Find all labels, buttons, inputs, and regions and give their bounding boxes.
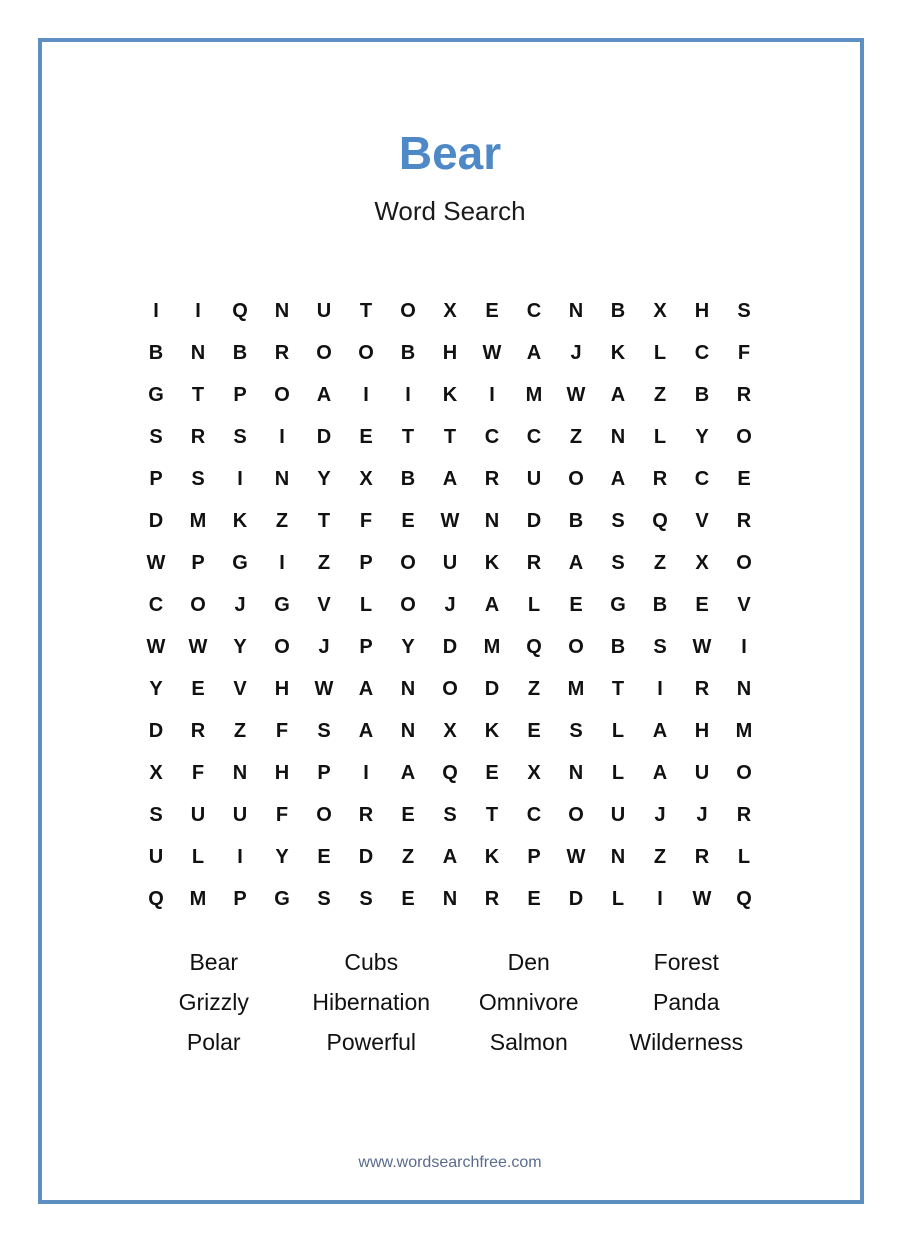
grid-letter[interactable]: O: [190, 593, 206, 616]
grid-letter[interactable]: C: [694, 467, 710, 490]
grid-letter[interactable]: D: [568, 887, 584, 910]
grid-letter[interactable]: L: [611, 761, 625, 784]
grid-letter[interactable]: W: [692, 887, 712, 910]
grid-letter[interactable]: G: [274, 593, 290, 616]
grid-letter[interactable]: B: [148, 341, 164, 364]
grid-letter[interactable]: P: [359, 551, 373, 574]
grid-letter[interactable]: K: [610, 341, 626, 364]
grid-letter[interactable]: Q: [232, 299, 248, 322]
grid-letter[interactable]: I: [657, 887, 663, 910]
grid-letter[interactable]: D: [358, 845, 374, 868]
grid-letter[interactable]: I: [363, 383, 369, 406]
grid-letter[interactable]: I: [279, 425, 285, 448]
word-list-item: Forest: [653, 948, 719, 975]
grid-letter[interactable]: L: [191, 845, 205, 868]
grid-letter[interactable]: S: [611, 509, 625, 532]
grid-letter[interactable]: D: [148, 719, 164, 742]
grid-letter[interactable]: D: [148, 509, 164, 532]
grid-letter[interactable]: Q: [736, 887, 752, 910]
grid-letter[interactable]: J: [570, 341, 582, 364]
word-list-item: Salmon: [489, 1028, 568, 1055]
grid-letter[interactable]: K: [484, 845, 500, 868]
grid-letter[interactable]: Y: [401, 635, 415, 658]
grid-letter[interactable]: E: [569, 593, 583, 616]
grid-letter[interactable]: S: [569, 719, 583, 742]
grid-letter[interactable]: R: [694, 677, 710, 700]
grid-letter[interactable]: R: [190, 719, 206, 742]
grid-letter[interactable]: R: [736, 383, 752, 406]
grid-letter[interactable]: T: [485, 803, 499, 826]
grid-letter[interactable]: P: [527, 845, 541, 868]
word-list-item: Hibernation: [312, 988, 431, 1015]
grid-letter[interactable]: Z: [569, 425, 583, 448]
grid-letter[interactable]: V: [737, 593, 751, 616]
grid-letter[interactable]: Y: [317, 467, 331, 490]
grid-letter[interactable]: U: [316, 299, 332, 322]
grid-letter[interactable]: B: [400, 341, 416, 364]
grid-letter[interactable]: Z: [653, 383, 667, 406]
grid-letter[interactable]: R: [694, 845, 710, 868]
grid-letter[interactable]: H: [274, 761, 290, 784]
grid-letter[interactable]: O: [442, 677, 458, 700]
grid-letter[interactable]: A: [442, 467, 458, 490]
grid-letter[interactable]: B: [610, 299, 626, 322]
grid-letter[interactable]: N: [274, 299, 290, 322]
grid-letter[interactable]: Y: [149, 677, 163, 700]
grid-letter[interactable]: W: [188, 635, 208, 658]
grid-letter[interactable]: X: [359, 467, 373, 490]
grid-letter[interactable]: S: [149, 425, 163, 448]
grid-letter[interactable]: I: [153, 299, 159, 322]
grid-letter[interactable]: X: [653, 299, 667, 322]
grid-letter[interactable]: Z: [401, 845, 415, 868]
grid-letter[interactable]: S: [149, 803, 163, 826]
grid-letter[interactable]: U: [610, 803, 626, 826]
grid-letter[interactable]: G: [232, 551, 248, 574]
grid-letter[interactable]: B: [400, 467, 416, 490]
grid-letter[interactable]: L: [653, 341, 667, 364]
grid-letter[interactable]: O: [400, 299, 416, 322]
grid-letter[interactable]: A: [484, 593, 500, 616]
grid-letter[interactable]: Z: [275, 509, 289, 532]
grid-letter[interactable]: N: [568, 761, 584, 784]
grid-letter[interactable]: N: [232, 761, 248, 784]
grid-letter[interactable]: R: [274, 341, 290, 364]
grid-letter[interactable]: L: [611, 887, 625, 910]
grid-letter[interactable]: K: [484, 719, 500, 742]
grid-letter[interactable]: E: [401, 803, 415, 826]
grid-letter[interactable]: M: [189, 887, 207, 910]
grid-letter[interactable]: L: [653, 425, 667, 448]
grid-letter[interactable]: M: [567, 677, 585, 700]
grid-letter[interactable]: I: [195, 299, 201, 322]
grid-letter[interactable]: N: [736, 677, 752, 700]
grid-letter[interactable]: X: [443, 719, 457, 742]
grid-letter[interactable]: I: [237, 845, 243, 868]
grid-letter[interactable]: J: [654, 803, 666, 826]
grid-letter[interactable]: T: [611, 677, 625, 700]
grid-letter[interactable]: T: [443, 425, 457, 448]
grid-letter[interactable]: K: [484, 551, 500, 574]
grid-letter[interactable]: Q: [442, 761, 458, 784]
grid-letter[interactable]: C: [148, 593, 164, 616]
grid-letter[interactable]: W: [566, 845, 586, 868]
grid-letter[interactable]: B: [568, 509, 584, 532]
grid-letter[interactable]: O: [274, 383, 290, 406]
grid-letter[interactable]: L: [611, 719, 625, 742]
grid-letter[interactable]: J: [696, 803, 708, 826]
grid-letter[interactable]: K: [232, 509, 248, 532]
grid-letter[interactable]: D: [484, 677, 500, 700]
grid-letter[interactable]: N: [274, 467, 290, 490]
letter-grid: [135, 290, 765, 920]
grid-letter[interactable]: U: [694, 761, 710, 784]
grid-letter[interactable]: Y: [233, 635, 247, 658]
grid-letter[interactable]: Z: [653, 845, 667, 868]
grid-letter[interactable]: C: [526, 803, 542, 826]
grid-letter[interactable]: H: [694, 719, 710, 742]
grid-letter[interactable]: U: [148, 845, 164, 868]
grid-letter[interactable]: E: [401, 509, 415, 532]
grid-letter[interactable]: C: [694, 341, 710, 364]
grid-letter[interactable]: C: [526, 425, 542, 448]
footer-url[interactable]: www.wordsearchfree.com: [358, 1154, 542, 1171]
grid-letter[interactable]: E: [359, 425, 373, 448]
grid-letter[interactable]: O: [736, 551, 752, 574]
grid-letter[interactable]: P: [233, 383, 247, 406]
grid-letter[interactable]: M: [525, 383, 543, 406]
grid-letter[interactable]: W: [314, 677, 334, 700]
grid-letter[interactable]: Z: [653, 551, 667, 574]
grid-letter[interactable]: A: [568, 551, 584, 574]
grid-letter[interactable]: I: [279, 551, 285, 574]
grid-letter[interactable]: S: [359, 887, 373, 910]
grid-letter[interactable]: E: [317, 845, 331, 868]
grid-letter[interactable]: G: [274, 887, 290, 910]
grid-letter[interactable]: S: [443, 803, 457, 826]
grid-letter[interactable]: P: [191, 551, 205, 574]
grid-letter[interactable]: C: [484, 425, 500, 448]
grid-letter[interactable]: O: [736, 425, 752, 448]
grid-letter[interactable]: N: [610, 845, 626, 868]
grid-letter[interactable]: I: [237, 467, 243, 490]
grid-letter[interactable]: X: [443, 299, 457, 322]
grid-letter[interactable]: O: [400, 551, 416, 574]
grid-letter[interactable]: Z: [527, 677, 541, 700]
grid-letter[interactable]: J: [318, 635, 330, 658]
grid-letter[interactable]: L: [359, 593, 373, 616]
grid-letter[interactable]: A: [358, 719, 374, 742]
grid-letter[interactable]: V: [695, 509, 709, 532]
grid-letter[interactable]: I: [489, 383, 495, 406]
grid-letter[interactable]: D: [442, 635, 458, 658]
grid-letter[interactable]: A: [358, 677, 374, 700]
grid-letter[interactable]: S: [737, 299, 751, 322]
grid-letter[interactable]: N: [568, 299, 584, 322]
grid-letter[interactable]: A: [610, 467, 626, 490]
grid-letter[interactable]: A: [652, 761, 668, 784]
grid-letter[interactable]: N: [610, 425, 626, 448]
grid-letter[interactable]: E: [485, 299, 499, 322]
grid-letter[interactable]: R: [736, 803, 752, 826]
grid-letter[interactable]: O: [274, 635, 290, 658]
grid-letter[interactable]: P: [233, 887, 247, 910]
grid-letter[interactable]: R: [484, 887, 500, 910]
grid-letter[interactable]: X: [149, 761, 163, 784]
grid-letter[interactable]: P: [317, 761, 331, 784]
word-list-item: Wilderness: [629, 1028, 744, 1055]
grid-letter[interactable]: N: [442, 887, 458, 910]
grid-letter[interactable]: I: [657, 677, 663, 700]
grid-letter[interactable]: U: [190, 803, 206, 826]
grid-letter[interactable]: S: [611, 551, 625, 574]
grid-letter[interactable]: C: [526, 299, 542, 322]
grid-letter[interactable]: M: [735, 719, 753, 742]
grid-letter[interactable]: H: [442, 341, 458, 364]
grid-letter[interactable]: F: [737, 341, 751, 364]
grid-letter[interactable]: S: [191, 467, 205, 490]
grid-letter[interactable]: F: [359, 509, 373, 532]
grid-letter[interactable]: B: [232, 341, 248, 364]
grid-letter[interactable]: T: [359, 299, 373, 322]
grid-letter[interactable]: A: [652, 719, 668, 742]
grid-letter[interactable]: T: [401, 425, 415, 448]
grid-letter[interactable]: E: [191, 677, 205, 700]
grid-letter[interactable]: L: [737, 845, 751, 868]
grid-letter[interactable]: G: [148, 383, 164, 406]
grid-letter[interactable]: M: [483, 635, 501, 658]
grid-letter[interactable]: H: [274, 677, 290, 700]
grid-letter[interactable]: V: [233, 677, 247, 700]
word-list-item: Den: [507, 948, 550, 975]
grid-letter[interactable]: R: [526, 551, 542, 574]
grid-letter[interactable]: F: [191, 761, 205, 784]
grid-letter[interactable]: Q: [148, 887, 164, 910]
grid-letter[interactable]: R: [736, 509, 752, 532]
grid-letter[interactable]: E: [737, 467, 751, 490]
grid-letter[interactable]: B: [610, 635, 626, 658]
grid-letter[interactable]: U: [232, 803, 248, 826]
grid-letter[interactable]: E: [527, 719, 541, 742]
grid-letter[interactable]: O: [358, 341, 374, 364]
grid-letter[interactable]: J: [444, 593, 456, 616]
grid-letter[interactable]: R: [190, 425, 206, 448]
grid-letter[interactable]: A: [610, 383, 626, 406]
puzzle-subtitle: Word Search: [374, 196, 526, 226]
word-list: [135, 942, 765, 1062]
grid-letter[interactable]: O: [568, 803, 584, 826]
grid-letter[interactable]: F: [275, 803, 289, 826]
grid-letter[interactable]: G: [610, 593, 626, 616]
grid-letter[interactable]: Q: [652, 509, 668, 532]
grid-letter[interactable]: R: [484, 467, 500, 490]
grid-letter[interactable]: U: [526, 467, 542, 490]
grid-letter[interactable]: I: [741, 635, 747, 658]
grid-letter[interactable]: U: [442, 551, 458, 574]
grid-letter[interactable]: O: [736, 761, 752, 784]
grid-letter[interactable]: M: [189, 509, 207, 532]
word-list-item: Polar: [186, 1028, 241, 1055]
grid-letter[interactable]: A: [400, 761, 416, 784]
word-list-item: Powerful: [326, 1028, 416, 1055]
grid-letter[interactable]: F: [275, 719, 289, 742]
grid-letter[interactable]: N: [190, 341, 206, 364]
grid-letter[interactable]: R: [358, 803, 374, 826]
grid-letter[interactable]: V: [317, 593, 331, 616]
puzzle-title: Bear: [398, 127, 502, 179]
grid-letter[interactable]: P: [149, 467, 163, 490]
grid-letter[interactable]: W: [692, 635, 712, 658]
grid-letter[interactable]: B: [694, 383, 710, 406]
grid-letter[interactable]: S: [233, 425, 247, 448]
grid-letter[interactable]: O: [316, 803, 332, 826]
grid-letter[interactable]: Z: [317, 551, 331, 574]
grid-letter[interactable]: I: [405, 383, 411, 406]
grid-letter[interactable]: Y: [695, 425, 709, 448]
grid-letter[interactable]: Q: [526, 635, 542, 658]
grid-letter[interactable]: E: [485, 761, 499, 784]
grid-letter[interactable]: N: [400, 677, 416, 700]
grid-letter[interactable]: P: [359, 635, 373, 658]
grid-letter[interactable]: H: [694, 299, 710, 322]
grid-letter[interactable]: X: [527, 761, 541, 784]
word-list-item: Grizzly: [178, 988, 249, 1015]
grid-letter[interactable]: Z: [233, 719, 247, 742]
grid-letter[interactable]: X: [695, 551, 709, 574]
word-list-item: Omnivore: [478, 988, 579, 1015]
grid-letter[interactable]: Y: [275, 845, 289, 868]
grid-letter[interactable]: J: [234, 593, 246, 616]
grid-letter[interactable]: W: [566, 383, 586, 406]
grid-letter[interactable]: W: [440, 509, 460, 532]
grid-letter[interactable]: E: [401, 887, 415, 910]
grid-letter[interactable]: A: [442, 845, 458, 868]
word-list-item: Panda: [652, 988, 720, 1015]
grid-letter[interactable]: B: [652, 593, 668, 616]
grid-letter[interactable]: N: [400, 719, 416, 742]
grid-letter[interactable]: E: [695, 593, 709, 616]
grid-letter[interactable]: O: [568, 635, 584, 658]
grid-letter[interactable]: T: [191, 383, 205, 406]
grid-letter[interactable]: T: [317, 509, 331, 532]
grid-letter[interactable]: A: [316, 383, 332, 406]
grid-letter[interactable]: W: [146, 551, 166, 574]
grid-letter[interactable]: O: [400, 593, 416, 616]
grid-letter[interactable]: D: [316, 425, 332, 448]
grid-letter[interactable]: S: [317, 719, 331, 742]
grid-letter[interactable]: K: [442, 383, 458, 406]
grid-letter[interactable]: S: [653, 635, 667, 658]
grid-letter[interactable]: E: [527, 887, 541, 910]
word-list-item: Bear: [189, 948, 239, 975]
grid-letter[interactable]: D: [526, 509, 542, 532]
grid-letter[interactable]: S: [317, 887, 331, 910]
grid-letter[interactable]: O: [316, 341, 332, 364]
grid-letter[interactable]: N: [484, 509, 500, 532]
grid-letter[interactable]: L: [527, 593, 541, 616]
grid-letter[interactable]: A: [526, 341, 542, 364]
grid-letter[interactable]: I: [363, 761, 369, 784]
grid-letter[interactable]: W: [482, 341, 502, 364]
grid-letter[interactable]: O: [568, 467, 584, 490]
grid-letter[interactable]: R: [652, 467, 668, 490]
grid-letter[interactable]: W: [146, 635, 166, 658]
word-list-item: Cubs: [344, 948, 399, 975]
